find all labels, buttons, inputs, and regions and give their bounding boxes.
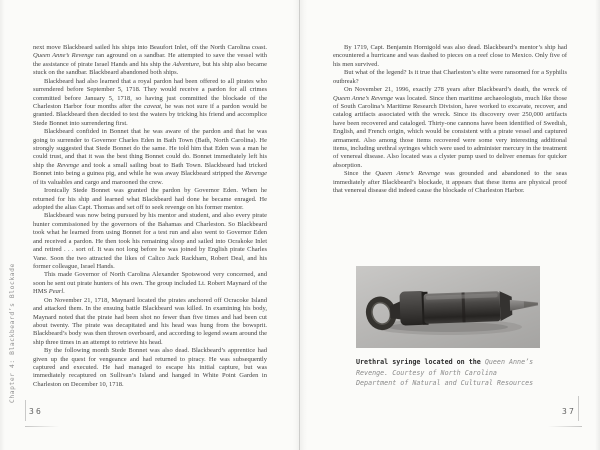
caption-line: Urethral syringe located on the Queen Anne’s [356, 358, 534, 366]
caption-line: Department of Natural and Cultural Resources [356, 379, 534, 388]
page-gutter-line [299, 0, 300, 450]
paragraph: Blackbeard was now being pursued by his mentor and student, and also every pirate hunter commissioned by the governors of the Bahamas and Charleston. So Blackbeard took what he learned from using Bonnet for a test run and also went to Governor Eden and received a pardon. He then took his remaining sloop and sailed into Ocrakoke Inlet and retired . . . sort of. It was not long before he was joined by English pirate Charles Vane. Soon the two attracted the likes of Calico Jack Rackham, Robert Deal, and his former colleague, Israel Hands. [33, 212, 267, 270]
paragraph: By the following month Stede Bonnet was also dead. Blackbeard’s apprentice had given up the quest for vengeance and had returned to piracy. He was subsequently captured and executed. He had managed to escape his initial capture, but was immediately recaptured on Sullivan’s Island and hanged in White Point Garden in Charleston on December 10, 1718. [33, 347, 267, 388]
right-page-number: 37 [562, 407, 577, 416]
caption-line: Revenge. Courtesy of North Carolina [356, 368, 497, 377]
left-page-number: 36 [29, 407, 44, 416]
page-gutter-shade [293, 0, 307, 450]
figure-caption [356, 357, 566, 389]
paragraph: But what of the legend? Is it true that Charleston’s elite were ransomed for a Syphilis outbreak? [333, 69, 567, 85]
syringe-illustration [356, 266, 540, 348]
page-edge-left [0, 0, 5, 450]
folio-rule [25, 426, 59, 427]
left-page-text [33, 44, 267, 389]
page-edge-right [595, 0, 600, 450]
folio-rule [578, 396, 579, 421]
paragraph: Since the Queen Anne’s Revenge was grounded and abandoned to the seas immediately after Blackbeard’s blockade, it appears that these items are physical proof that venereal disease did indeed cause the blockade of Charleston Harbor. [333, 170, 567, 195]
paragraph: next move Blackbeard sailed his ships into Beaufort Inlet, off the North Carolina coast. Queen Anne’s Revenge ran aground on a sandbar. He attempted to save the vessel with the assistance of pirate Israel Hands and his ship the Adventure, but his ship also became stuck on the sandbar. Blackbeard abandoned both ships. [33, 44, 268, 77]
right-page-text [333, 44, 567, 196]
paragraph: On November 21, 1996, exactly 278 years after Blackbeard’s death, the wreck of Queen Anne’s Revenge was located. Since then maritime archaeologists, much like those of South Carolina’s Maritime Research Division, have worked to excavate, recover, and catalog artifacts associated with the wreck. Since its discovery over 250,000 artifacts have been recovered and cataloged. Thirty-one cannons have been identified of Swedish, English, and French origin, which would be consistent with a pirate vessel and captured armament. Also among those items recovered were some very interesting additional items, including urethral syringes which were used to administer mercury in the treatment of venereal disease. Also located was a clyster pump used to deliver enemas for quicker absorption. [333, 86, 567, 169]
paragraph: Blackbeard confided in Bonnet that he was aware of the pardon and that he was going to surrender to Governor Charles Eden in Bath Town (Bath, North Carolina). He strongly suggested that Stede Bonnet do the same. He told him that Eden was a man he could trust, and that it was the best thing Bonnet could do. Bonnet immediately left his ship the Revenge and took a small sailing boat to Bath Town. Blackbeard had tricked Bonnet into being a guinea pig, and while he was away Blackbeard stripped the Revenge of its valuables and cargo and marooned the crew. [33, 128, 267, 186]
urethral-syringe-photo [356, 266, 540, 348]
chapter-sidebar-label: Chapter 4: Blackbeard’s Blockade [9, 263, 16, 403]
paragraph: By 1719, Capt. Benjamin Hornigold was also dead. Blackbeard’s mentor’s ship had encountered a hurricane and was dashed to pieces on a reef close to Mexico. Only five of his men survived. [333, 44, 567, 68]
paragraph: Blackbeard had also learned that a royal pardon had been offered to all pirates who surrendered before September 5, 1718. They would receive a pardon for all crimes committed before January 5, 1718, so having just committed the blockade of the Charleston Harbor four months after the caveat, he was not sure if a pardon would be granted. Blackbeard then decided to test the waters by tricking his friend and accomplice Stede Bonnet into surrendering first. [33, 77, 268, 127]
folio-rule [548, 426, 582, 427]
paragraph: This made Governor of North Carolina Alexander Spotswood very concerned, and soon he sent out pirate hunters of his own. The group included Lt. Robert Maynard of the HMS Pearl. [33, 271, 267, 296]
paragraph: Ironically Stede Bonnet was granted the pardon by Governor Eden. When he returned for his ship and learned what Blackbeard had done he became enraged. He adopted the alias Capt. Thomas and set off to seek revenge on his former mentor. [33, 187, 267, 212]
folio-rule [25, 400, 26, 421]
paragraph: On November 21, 1718, Maynard located the pirates anchored off Ocracoke Island and attacked them. In the ensuing battle Blackbeard was killed. In examining his body, Maynard noted that the pirate had been shot no fewer than five times and had been cut about twenty. The pirate was decapitated and his head was hung from the bowsprit. Blackbeard’s body was then thrown overboard, and according to legend swam around the ship three times in an attempt to retrieve his head. [33, 296, 267, 346]
